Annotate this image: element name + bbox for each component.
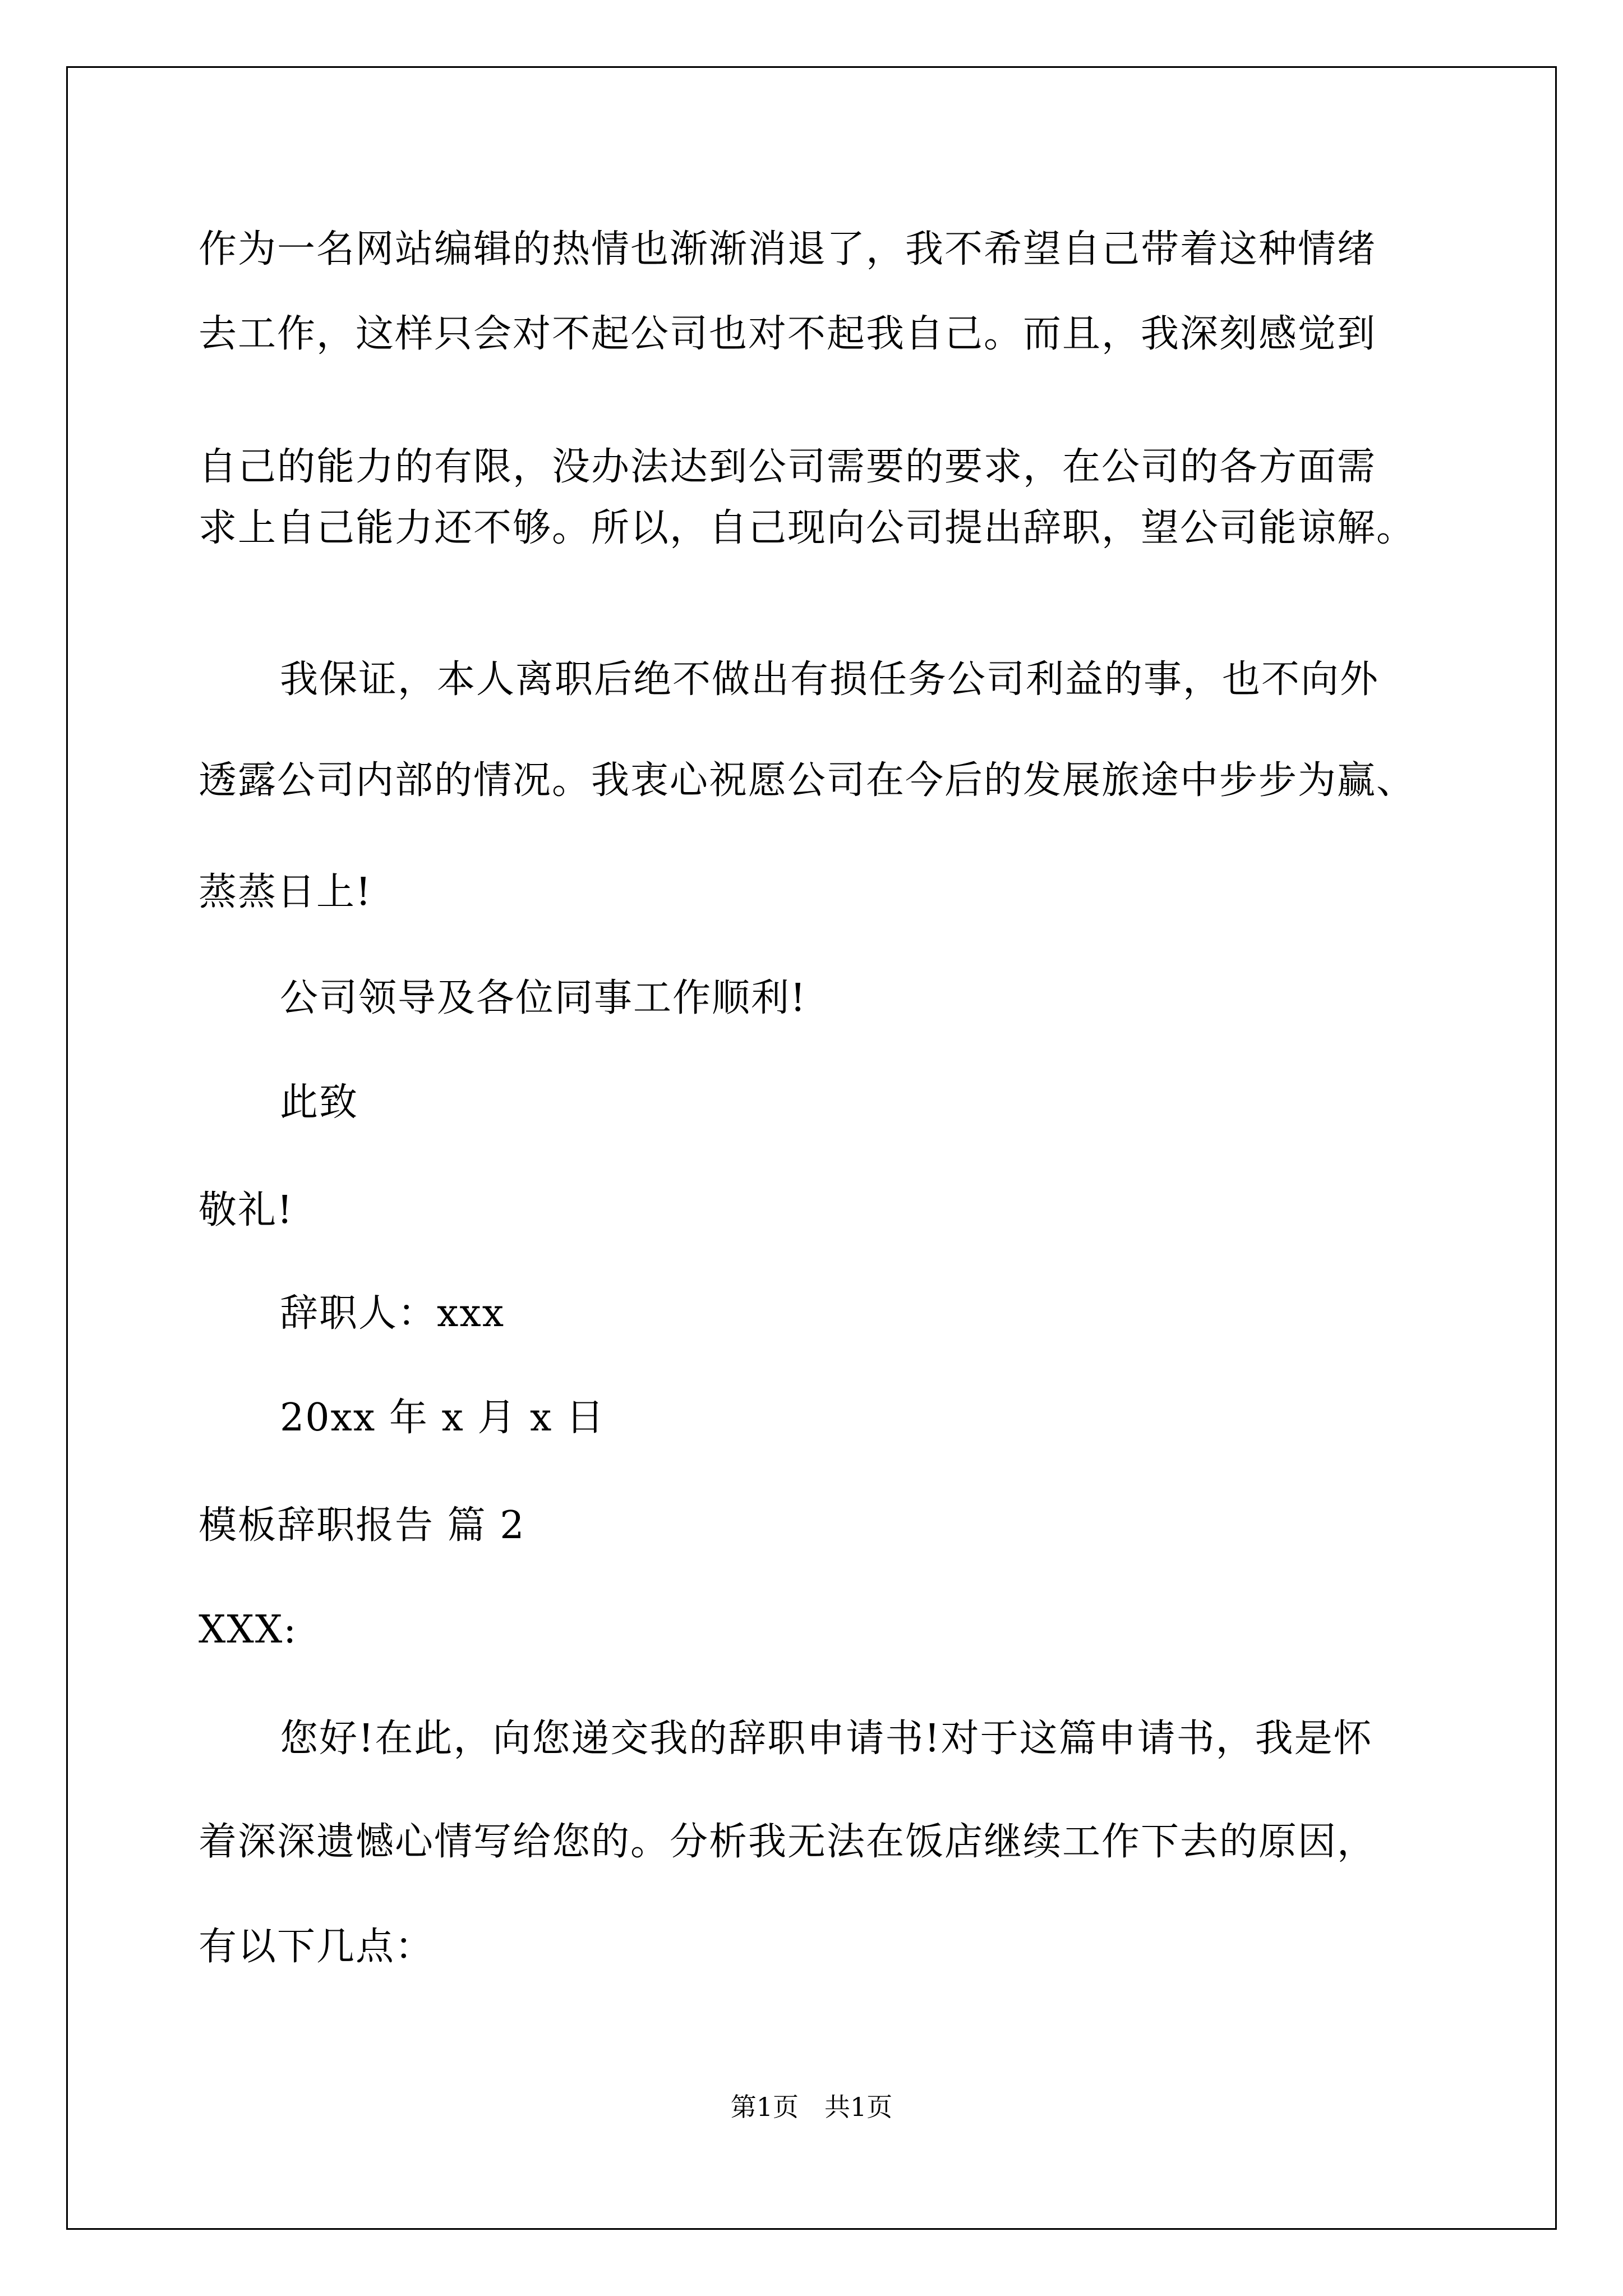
paragraph-line-4: 求上自己能力还不够。所以，自己现向公司提出辞职，望公司能谅解。: [199, 506, 1416, 550]
closing-wish: 公司领导及各位同事工作顺利!: [280, 976, 807, 1020]
paragraph-line-3: 自己的能力的有限，没办法达到公司需要的要求，在公司的各方面需: [199, 445, 1377, 489]
paragraph-line-1: 作为一名网站编辑的热情也渐渐消退了，我不希望自己带着这种情绪: [199, 227, 1377, 272]
paragraph-line-2: 去工作，这样只会对不起公司也对不起我自己。而且，我深刻感觉到: [199, 312, 1377, 356]
signature-date: 20xx 年 x 月 x 日: [280, 1396, 606, 1440]
paragraph-line-7: 蒸蒸日上!: [199, 870, 372, 914]
paragraph-line-15: 您好!在此，向您递交我的辞职申请书!对于这篇申请书，我是怀: [280, 1717, 1373, 1761]
paragraph-line-6: 透露公司内部的情况。我衷心祝愿公司在今后的发展旅途中步步为赢、: [199, 758, 1416, 803]
paragraph-line-16: 着深深遗憾心情写给您的。分析我无法在饭店继续工作下去的原因，: [199, 1820, 1377, 1864]
salutation-cizhi: 此致: [280, 1080, 359, 1125]
addressee: XXX:: [199, 1608, 298, 1652]
section-heading: 模板辞职报告 篇 2: [199, 1503, 525, 1548]
page-border: [66, 66, 1557, 2230]
signature-name: 辞职人：xxx: [280, 1291, 505, 1336]
paragraph-line-17: 有以下几点：: [199, 1925, 435, 1969]
page-number-footer: 第1页 共1页: [730, 2092, 893, 2122]
paragraph-line-5: 我保证，本人离职后绝不做出有损任务公司利益的事，也不向外: [280, 657, 1380, 702]
salutation-jingli: 敬礼!: [199, 1188, 294, 1232]
